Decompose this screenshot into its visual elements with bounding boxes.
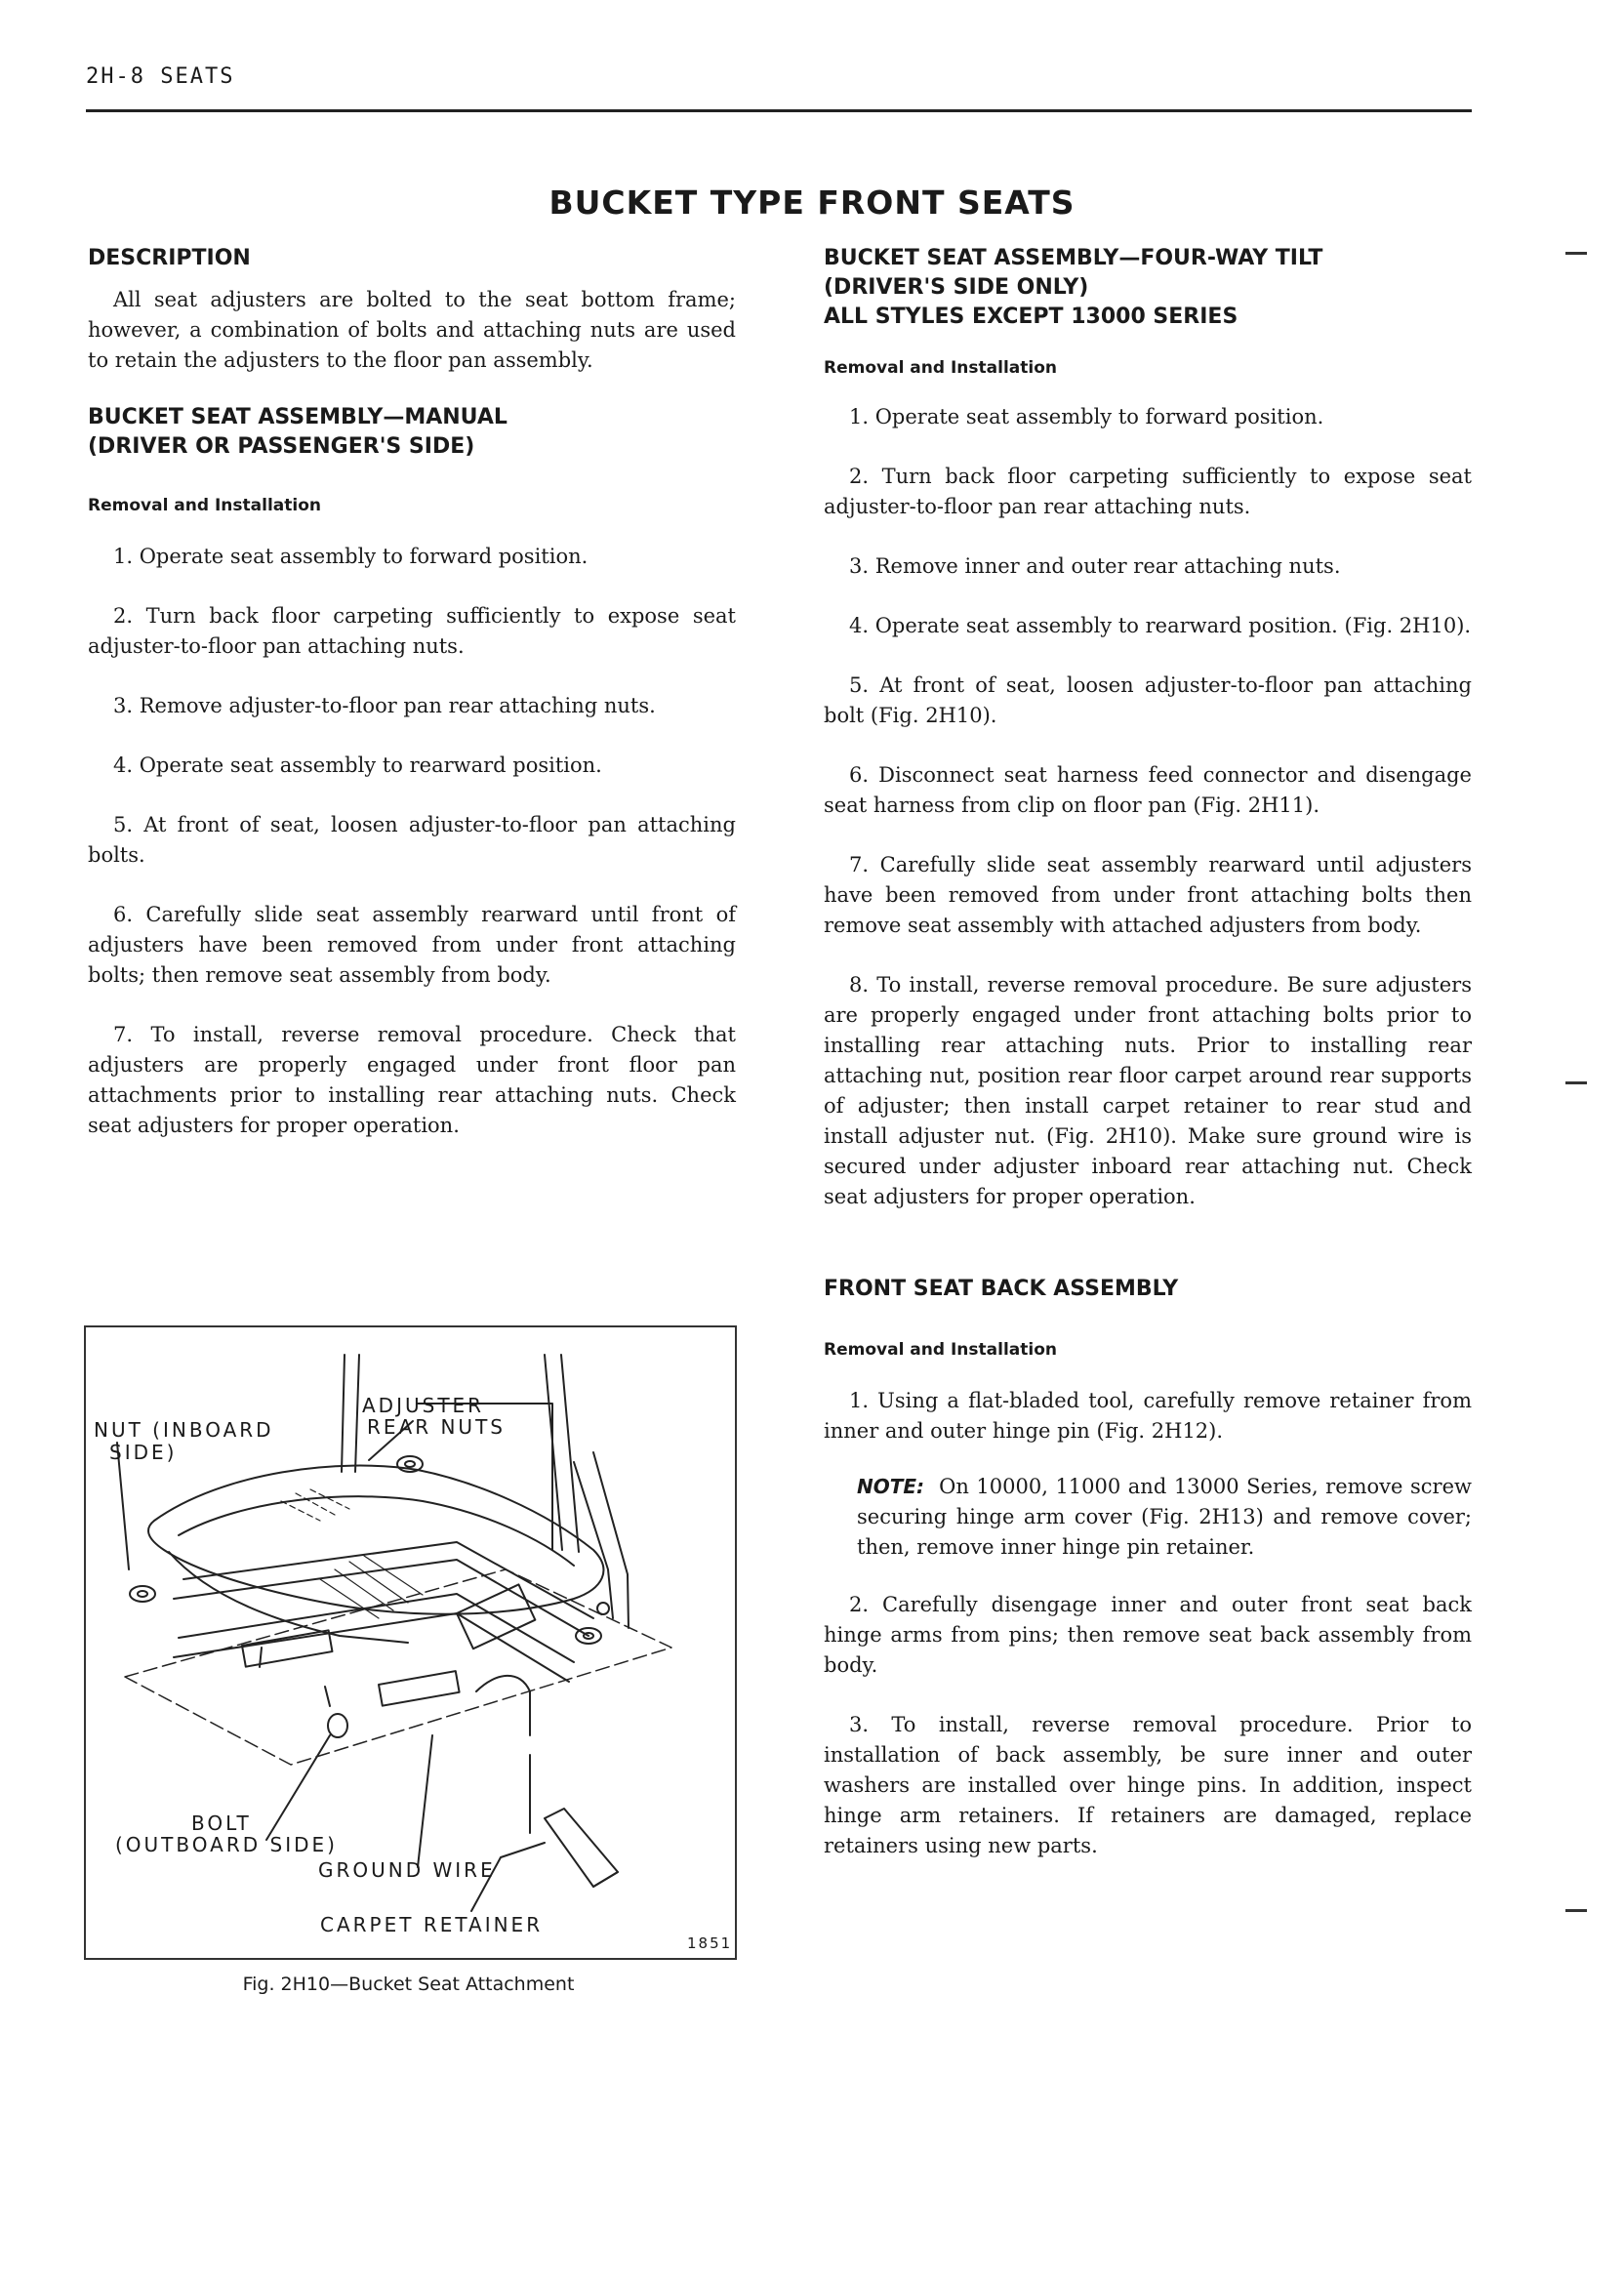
seat-back-step-1: 1. Using a flat-bladed tool, carefully remove retainer from inner and outer hinge pin (Fig. 2H12). bbox=[824, 1389, 1472, 1443]
right-step-7: 7. Carefully slide seat assembly rearward until adjusters have been removed from under front attaching bolts then remove seat assembly with attached adjusters from body. bbox=[824, 853, 1472, 937]
label-nut-side: SIDE) bbox=[109, 1441, 178, 1464]
label-carpet-retainer: CARPET RETAINER bbox=[320, 1913, 544, 1936]
label-rear-nuts: REAR NUTS bbox=[367, 1415, 506, 1439]
right-step-4: 4. Operate seat assembly to rearward position. (Fig. 2H10). bbox=[849, 614, 1472, 637]
manual-heading-line-2: (DRIVER OR PASSENGER'S SIDE) bbox=[88, 434, 475, 459]
seat-back-step-3: 3. To install, reverse removal procedure. Prior to installation of back assembly, be sure inner and outer washers are installed over hinge pins. In addition, inspect hinge arm retainers. If retainers are damaged, replace retainers using new parts. bbox=[824, 1713, 1472, 1857]
left-step-4: 4. Operate seat assembly to rearward position. bbox=[113, 753, 602, 777]
running-head: 2H-8 SEATS bbox=[86, 64, 235, 89]
seat-back-step-2: 2. Carefully disengage inner and outer front seat back hinge arms from pins; then remove seat back assembly from body. bbox=[824, 1593, 1472, 1677]
fourway-heading-line-3: ALL STYLES EXCEPT 13000 SERIES bbox=[824, 305, 1238, 329]
seat-back-heading: FRONT SEAT BACK ASSEMBLY bbox=[824, 1277, 1179, 1301]
removal-installation-heading: Removal and Installation bbox=[88, 496, 321, 515]
manual-heading-line-1: BUCKET SEAT ASSEMBLY—MANUAL bbox=[88, 405, 508, 429]
margin-mark bbox=[1565, 252, 1587, 255]
margin-mark bbox=[1565, 1909, 1587, 1912]
right-step-5: 5. At front of seat, loosen adjuster-to-floor pan attaching bolt (Fig. 2H10). bbox=[824, 673, 1472, 727]
note-block bbox=[824, 1472, 1472, 1563]
label-ground-wire: GROUND WIRE bbox=[318, 1858, 496, 1882]
label-nut-inboard: NUT (INBOARD bbox=[94, 1418, 274, 1442]
label-adjuster: ADJUSTER bbox=[362, 1394, 485, 1417]
left-step-5: 5. At front of seat, loosen adjuster-to-floor pan attaching bolts. bbox=[88, 813, 736, 867]
seat-back-removal-heading: Removal and Installation bbox=[824, 1340, 1057, 1360]
right-step-3: 3. Remove inner and outer rear attaching nuts. bbox=[849, 554, 1341, 578]
left-step-2: 2. Turn back floor carpeting sufficiently to expose seat adjuster-to-floor pan attaching nuts. bbox=[88, 604, 736, 658]
fourway-removal-heading: Removal and Installation bbox=[824, 358, 1057, 378]
note-text: On 10000, 11000 and 13000 Series, remove screw securing hinge arm cover (Fig. 2H13) and remove cover; then, remove inner hinge pin retainer. bbox=[857, 1475, 1472, 1559]
right-step-1: 1. Operate seat assembly to forward position. bbox=[849, 405, 1324, 428]
figure-bucket-seat-attachment bbox=[84, 1325, 737, 1960]
left-step-7: 7. To install, reverse removal procedure. Check that adjusters are properly engaged under front floor pan attachments prior to installing rear attaching nuts. Check seat adjusters for proper operation. bbox=[88, 1023, 736, 1137]
left-step-3: 3. Remove adjuster-to-floor pan rear attaching nuts. bbox=[113, 694, 656, 717]
left-step-1: 1. Operate seat assembly to forward position. bbox=[113, 545, 589, 568]
description-text: All seat adjusters are bolted to the seat bottom frame; however, a combination of bolts and attaching nuts are used to retain the adjusters to the floor pan assembly. bbox=[88, 288, 736, 372]
fourway-heading-line-1: BUCKET SEAT ASSEMBLY—FOUR-WAY TILT bbox=[824, 246, 1323, 270]
fourway-heading-line-2: (DRIVER'S SIDE ONLY) bbox=[824, 275, 1089, 300]
note-label: NOTE: bbox=[857, 1475, 925, 1498]
right-step-8: 8. To install, reverse removal procedure. Be sure adjusters are properly engaged under front attaching bolts prior to installing rear attaching nuts. Prior to installing rear attaching nut, position rear floor carpet around rear supports of adjuster; then install carpet retainer to rear stud and install adjuster nut. (Fig. 2H10). Make sure ground wire is secured under adjuster inboard rear attaching nut. Check seat adjusters for proper operation. bbox=[824, 973, 1472, 1208]
label-bolt-outboard-side: (OUTBOARD SIDE) bbox=[115, 1833, 338, 1856]
left-column bbox=[88, 244, 736, 1141]
right-step-6: 6. Disconnect seat harness feed connector and disengage seat harness from clip on floor pan (Fig. 2H11). bbox=[824, 763, 1472, 817]
left-step-6: 6. Carefully slide seat assembly rearward until front of adjusters have been removed from under front attaching bolts; then remove seat assembly from body. bbox=[88, 903, 736, 987]
page-title: BUCKET TYPE FRONT SEATS bbox=[548, 183, 1076, 222]
figure-number: 1851 bbox=[687, 1934, 733, 1952]
header-rule bbox=[86, 109, 1472, 112]
description-heading: DESCRIPTION bbox=[88, 246, 251, 270]
right-column bbox=[824, 244, 1472, 1861]
right-step-2: 2. Turn back floor carpeting sufficiently to expose seat adjuster-to-floor pan rear attaching nuts. bbox=[824, 465, 1472, 518]
figure-caption: Fig. 2H10—Bucket Seat Attachment bbox=[242, 1974, 575, 1995]
margin-mark bbox=[1565, 1081, 1587, 1084]
label-bolt: BOLT bbox=[191, 1812, 252, 1835]
